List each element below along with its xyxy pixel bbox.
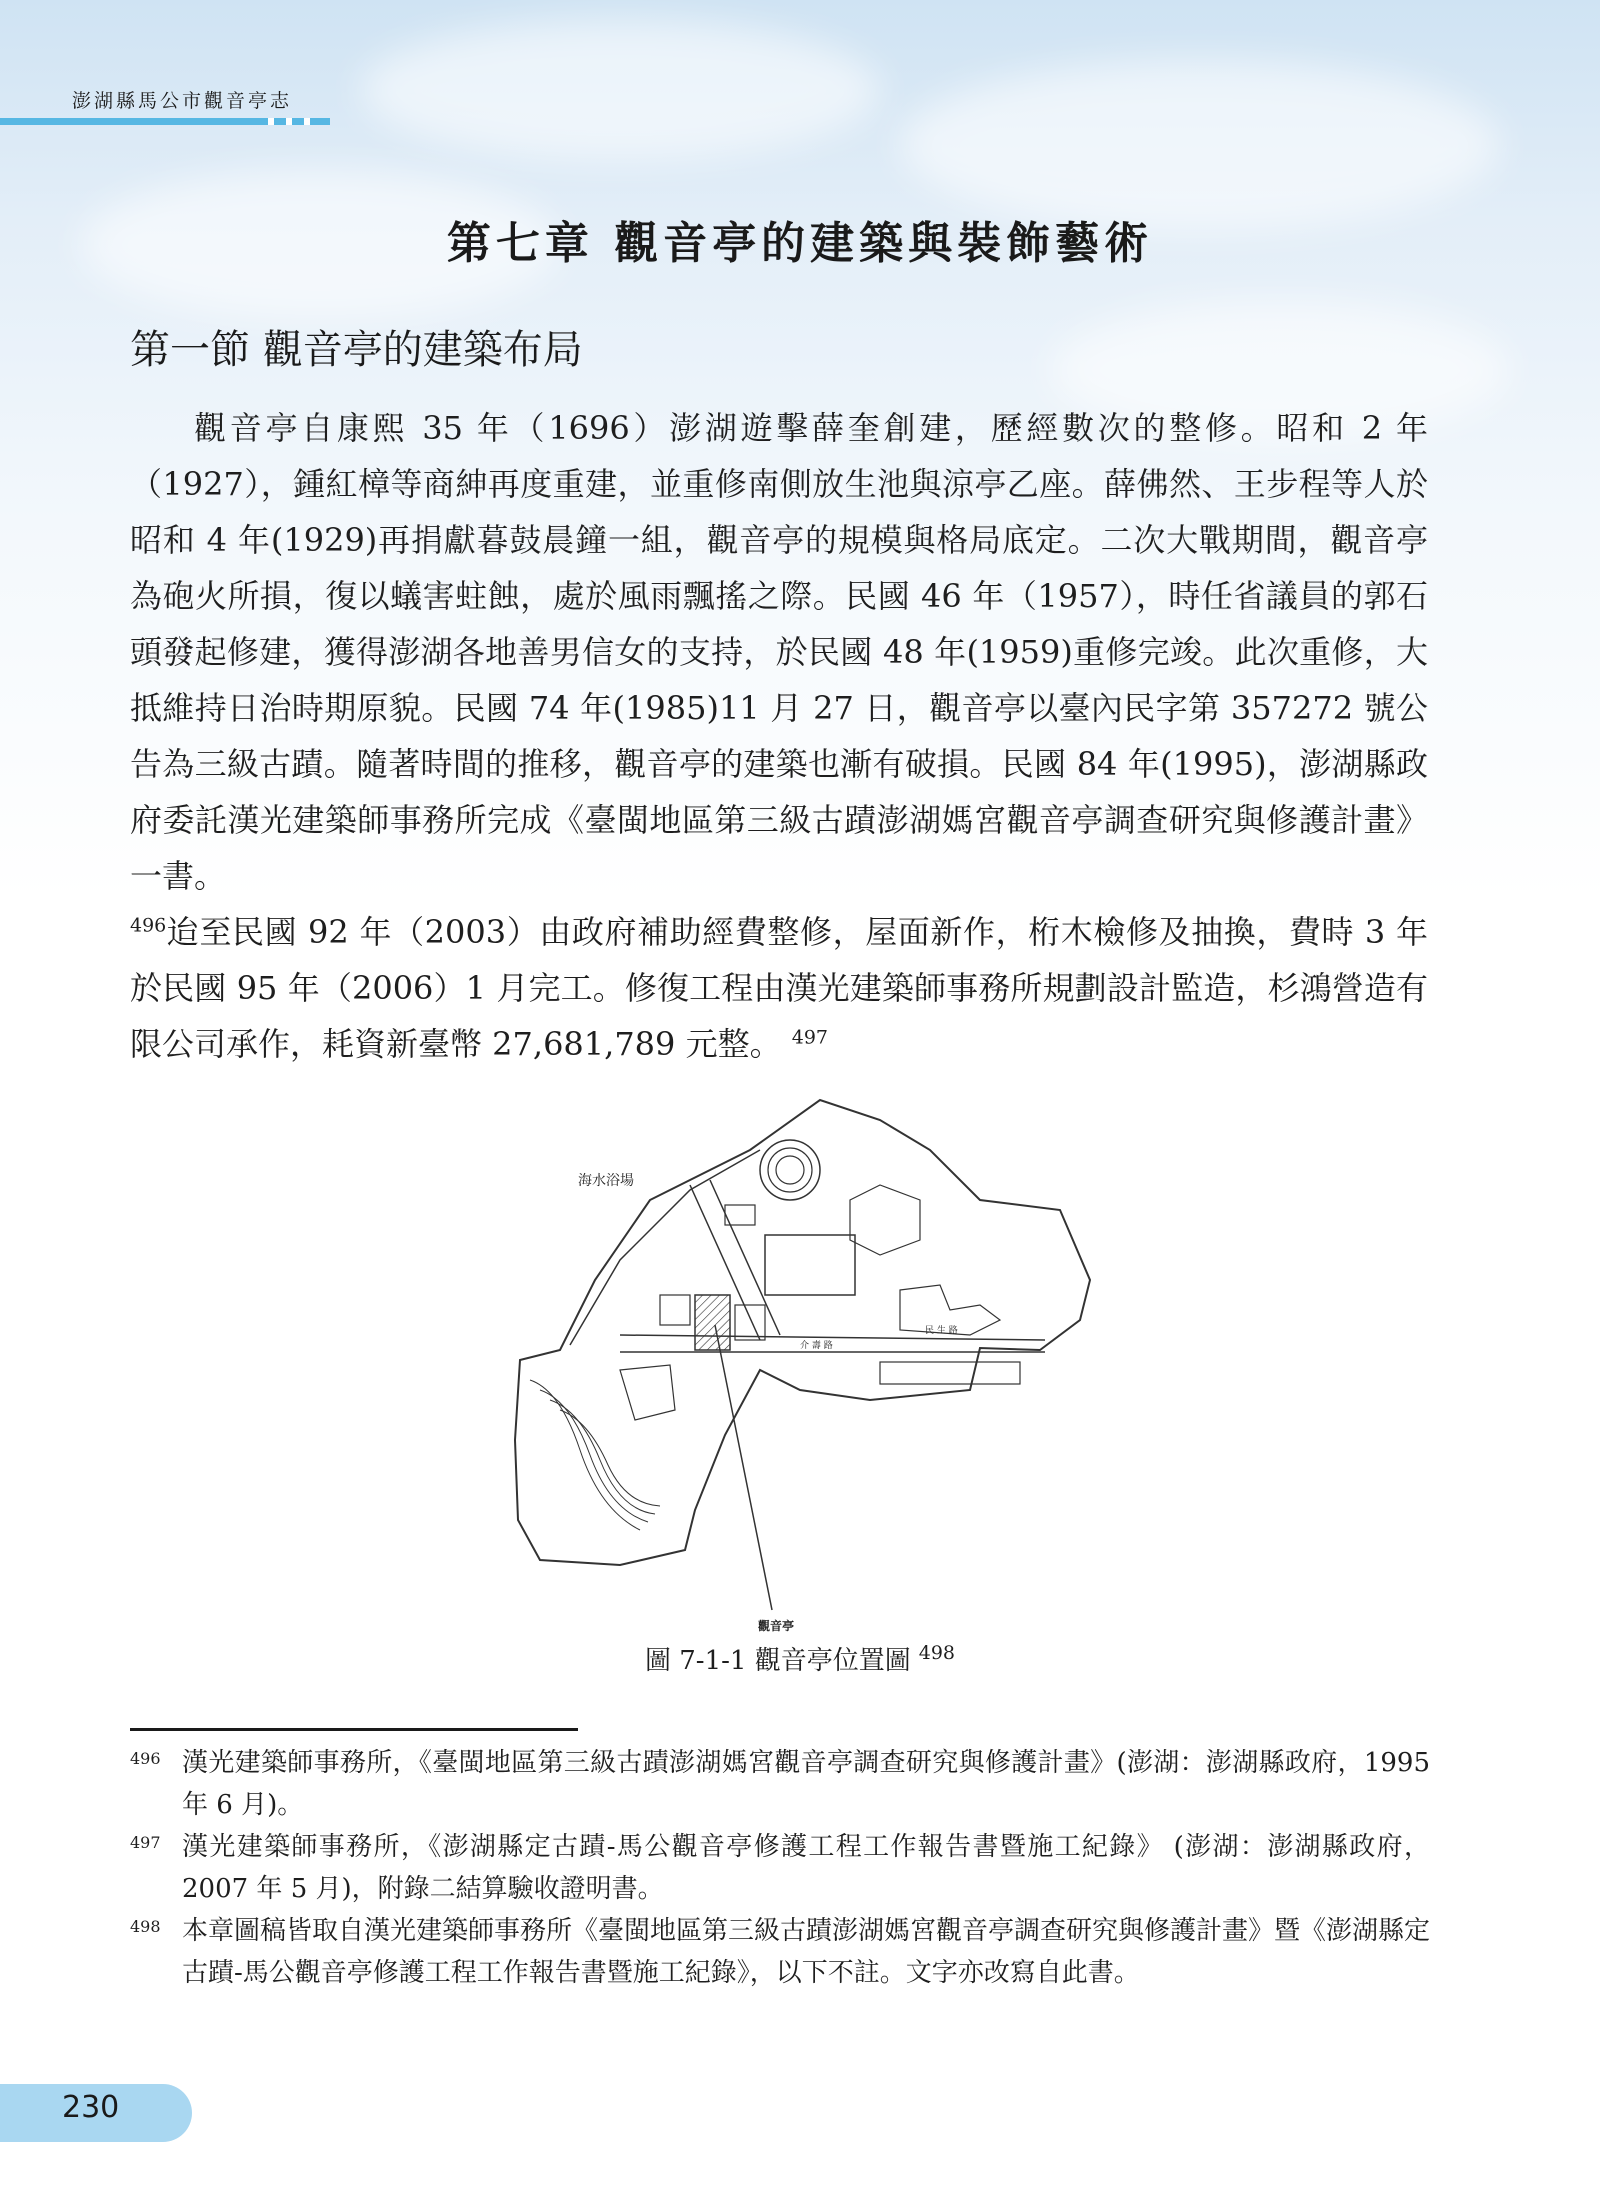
footnote-ref-498[interactable]: 498 <box>918 1642 955 1665</box>
map-drawing <box>500 1090 1100 1650</box>
figure-caption <box>0 1640 1600 1677</box>
footnote-number: 497 <box>130 1833 161 1852</box>
map-building <box>850 1185 920 1255</box>
section-title: 第一節 觀音亭的建築布局 <box>130 327 583 373</box>
footnote-divider <box>130 1728 578 1731</box>
map-temple-site <box>695 1295 730 1350</box>
map-label-beach: 海水浴場 <box>578 1173 634 1189</box>
cloud-decoration <box>900 60 1500 230</box>
footnote-ref-497[interactable]: 497 <box>791 1026 829 1049</box>
location-map <box>500 1090 1100 1650</box>
map-label-pointer: 觀音亭 <box>758 1619 795 1633</box>
footnote-item <box>130 1910 1430 1994</box>
footnote-text: 本章圖稿皆取自漢光建築師事務所《臺閩地區第三級古蹟澎湖媽宮觀音亭調查研究與修護計畫》暨《澎湖縣定古蹟-馬公觀音亭修護工程工作報告書暨施工紀錄》，以下不註。文字亦改寫自此書。 <box>182 1916 1431 1988</box>
map-building <box>880 1362 1020 1384</box>
body-paragraph <box>130 400 1428 1072</box>
map-building <box>765 1235 855 1295</box>
cloud-decoration <box>360 20 880 160</box>
map-label-road: 民 生 路 <box>925 1326 958 1336</box>
header-rule <box>0 118 330 125</box>
map-building <box>620 1365 675 1420</box>
footnote-item <box>130 1826 1430 1910</box>
footnote-text: 漢光建築師事務所，《澎湖縣定古蹟-馬公觀音亭修護工程工作報告書暨施工紀錄》 (澎湖：澎湖縣政府，2007 年 5 月)，附錄二結算驗收證明書。 <box>182 1832 1430 1904</box>
chapter-title: 第七章 觀音亭的建築與裝飾藝術 <box>446 218 1154 269</box>
page-number: 230 <box>62 2090 120 2125</box>
footnotes <box>130 1742 1430 1994</box>
body-text-part2: 迨至民國 92 年（2003）由政府補助經費整修，屋面新作，桁木檢修及抽換，費時 3 年於民國 95 年（2006）1 月完工。修復工程由漢光建築師事務所規劃設計監造，杉鴻營造有限公司承作，耗資新臺幣 27,681,789 元整。 <box>130 913 1428 1063</box>
map-contour <box>530 1380 640 1530</box>
footnote-item <box>130 1742 1430 1826</box>
map-building <box>735 1305 765 1340</box>
footnote-text: 漢光建築師事務所，《臺閩地區第三級古蹟澎湖媽宮觀音亭調查研究與修護計畫》(澎湖：澎湖縣政府，1995 年 6 月)。 <box>182 1748 1430 1820</box>
map-pointer-line <box>715 1325 772 1610</box>
figure-caption-text: 圖 7-1-1 觀音亭位置圖 <box>645 1646 911 1676</box>
footnote-number: 498 <box>130 1917 161 1936</box>
running-header: 澎湖縣馬公市觀音亭志 <box>72 90 293 112</box>
footnote-ref-496[interactable]: 496 <box>130 914 167 937</box>
footnote-number: 496 <box>130 1749 161 1768</box>
map-label-road-2: 介 壽 路 <box>800 1341 833 1351</box>
map-road <box>620 1335 1045 1340</box>
body-text-part1: 觀音亭自康熙 35 年（1696）澎湖遊擊薛奎創建，歷經數次的整修。昭和 2 年（1927），鍾紅樟等商紳再度重建，並重修南側放生池與涼亭乙座。薛佛然、王步程等人於昭和 4 年(1929)再捐獻暮鼓晨鐘一組，觀音亭的規模與格局底定。二次大戰期間，觀音亭為砲火所損，復以蟻害蛀蝕，處於風雨飄搖之際。民國 46 年（1957），時任省議員的郭石頭發起修建，獲得澎湖各地善男信女的支持，於民國 48 年(1959)重修完竣。此次重修，大抵維持日治時期原貌。民國 74 年(1985)11 月 27 日，觀音亭以臺內民字第 357272 號公告為三級古蹟。隨著時間的推移，觀音亭的建築也漸有破損。民國 84 年(1995)，澎湖縣政府委託漢光建築師事務所完成《臺閩地區第三級古蹟澎湖媽宮觀音亭調查研究與修護計畫》一書。 <box>130 409 1428 895</box>
map-building <box>660 1295 690 1325</box>
map-circle-monument <box>760 1140 820 1200</box>
